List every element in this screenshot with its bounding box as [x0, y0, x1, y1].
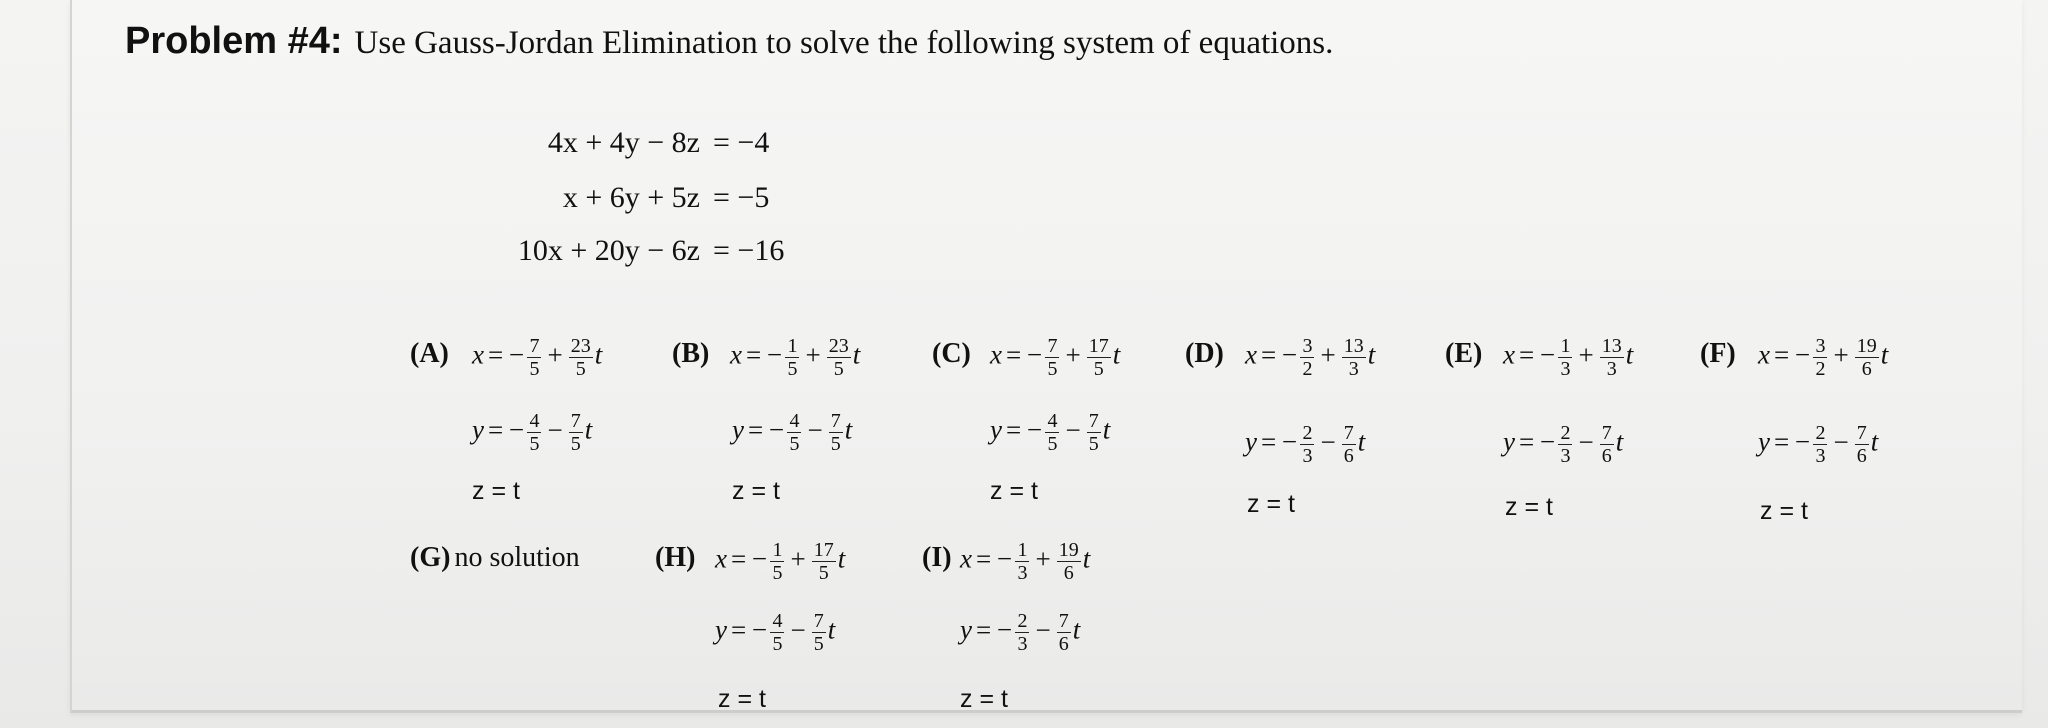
choice-D-label: (D): [1185, 338, 1224, 369]
choice-E-y-expression: y = − $\frac{2}{3}$ − $\frac{7}{6}$ t: [1503, 422, 1624, 467]
equation-1-lhs: 4x + 4y − 8z: [547, 126, 700, 159]
denominator: 2: [1815, 358, 1826, 380]
numerator: 2: [1302, 422, 1313, 444]
choice-C-label: (C): [932, 338, 971, 369]
denominator: 5: [813, 633, 824, 655]
operator: +: [805, 339, 821, 370]
choice-I-x-expression: x = − $\frac{1}{3}$ + $\frac{19}{6}$ t: [960, 539, 1091, 584]
operator: +: [1578, 339, 1594, 370]
choice-B-x-expression: x = − $\frac{1}{5}$ + $\frac{23}{5}$ t: [730, 335, 861, 380]
fraction: [1813, 423, 1827, 466]
fraction: [812, 611, 826, 654]
numerator: 4: [772, 610, 783, 632]
numerator: 1: [772, 539, 783, 561]
choice-G-label: (G): [410, 542, 451, 573]
denominator: 5: [529, 433, 540, 455]
numerator: 13: [1601, 335, 1622, 357]
choice-E-z-expression: z = t: [1505, 493, 1553, 521]
denominator: 5: [570, 433, 581, 455]
equation-3-lhs: 10x + 20y − 6z: [517, 234, 700, 267]
fraction: [1558, 423, 1572, 466]
fraction: [527, 411, 541, 454]
denominator: 3: [1302, 445, 1313, 467]
denominator: 6: [1861, 358, 1872, 380]
fraction: [1855, 423, 1869, 466]
choice-B-y-expression: y = − $\frac{4}{5}$ − $\frac{7}{5}$ t: [732, 410, 853, 455]
numerator: 3: [1302, 335, 1313, 357]
denominator: 5: [1047, 358, 1058, 380]
fraction: [1342, 423, 1356, 466]
fraction: [1087, 336, 1111, 379]
equation-3-rhs: = −16: [713, 234, 785, 267]
denominator: 5: [818, 562, 829, 584]
choice-B-z-expression: z = t: [732, 477, 780, 505]
denominator: 5: [529, 358, 540, 380]
numerator: 7: [1856, 422, 1867, 444]
fraction: [1057, 540, 1081, 583]
denominator: 5: [1088, 433, 1099, 455]
fraction: [1045, 411, 1059, 454]
fraction: [785, 336, 799, 379]
numerator: 23: [570, 335, 591, 357]
fraction: [1045, 336, 1059, 379]
fraction: [1600, 423, 1614, 466]
fraction: [527, 336, 541, 379]
numerator: 7: [1058, 610, 1069, 632]
denominator: 6: [1856, 445, 1867, 467]
choice-D-x-expression: x = − $\frac{3}{2}$ + $\frac{13}{3}$ t: [1245, 335, 1376, 380]
denominator: 5: [1093, 358, 1104, 380]
choice-D-y-expression: y = − $\frac{2}{3}$ − $\frac{7}{6}$ t: [1245, 422, 1366, 467]
numerator: 7: [570, 410, 581, 432]
fraction: [1015, 540, 1029, 583]
fraction: [1300, 336, 1314, 379]
choice-I-label: (I): [922, 542, 952, 573]
fraction: [569, 411, 583, 454]
numerator: 2: [1815, 422, 1826, 444]
denominator: 6: [1058, 633, 1069, 655]
choice-F-x-expression: x = − $\frac{3}{2}$ + $\frac{19}{6}$ t: [1758, 335, 1889, 380]
denominator: 5: [789, 433, 800, 455]
operator: +: [547, 339, 563, 370]
numerator: 7: [529, 335, 540, 357]
numerator: 1: [787, 335, 798, 357]
denominator: 5: [772, 562, 783, 584]
fraction: [1813, 336, 1827, 379]
fraction: [1300, 423, 1314, 466]
denominator: 2: [1302, 358, 1313, 380]
problem-title: [125, 20, 1333, 63]
choice-D-z-expression: z = t: [1247, 490, 1295, 518]
denominator: 3: [1348, 358, 1359, 380]
numerator: 4: [529, 410, 540, 432]
fraction: [812, 540, 836, 583]
choice-A-y-expression: y = − $\frac{4}{5}$ − $\frac{7}{5}$ t: [472, 410, 593, 455]
denominator: 3: [1560, 358, 1571, 380]
denominator: 5: [1047, 433, 1058, 455]
choice-F-y-expression: y = − $\frac{2}{3}$ − $\frac{7}{6}$ t: [1758, 422, 1879, 467]
equation-3: [300, 234, 700, 270]
fraction: [770, 540, 784, 583]
choice-F-z-expression: z = t: [1760, 497, 1808, 525]
problem-instruction: Use Gauss-Jordan Elimination to solve the following system of equations.: [354, 25, 1334, 61]
numerator: 7: [813, 610, 824, 632]
equation-2: [300, 181, 700, 217]
denominator: 6: [1601, 445, 1612, 467]
operator: +: [790, 543, 806, 574]
choice-A-x-expression: x = − $\frac{7}{5}$ + $\frac{23}{5}$ t: [472, 335, 603, 380]
denominator: 5: [772, 633, 783, 655]
equation-1-rhs: = −4: [713, 126, 770, 159]
choice-I-z-expression: z = t: [960, 685, 1008, 713]
numerator: 13: [1343, 335, 1364, 357]
choice-H-y-expression: y = − $\frac{4}{5}$ − $\frac{7}{5}$ t: [715, 610, 836, 655]
numerator: 7: [1088, 410, 1099, 432]
numerator: 17: [1088, 335, 1109, 357]
choice-C-x-expression: x = − $\frac{7}{5}$ + $\frac{17}{5}$ t: [990, 335, 1121, 380]
fraction: [569, 336, 593, 379]
fraction: [1087, 411, 1101, 454]
operator: +: [1065, 339, 1081, 370]
denominator: 3: [1017, 562, 1028, 584]
numerator: 23: [828, 335, 849, 357]
choice-C-z-expression: z = t: [990, 477, 1038, 505]
numerator: 1: [1017, 539, 1028, 561]
numerator: 7: [1343, 422, 1354, 444]
choice-C-y-expression: y = − $\frac{4}{5}$ − $\frac{7}{5}$ t: [990, 410, 1111, 455]
fraction: [770, 611, 784, 654]
denominator: 5: [787, 358, 798, 380]
choice-E-label: (E): [1445, 338, 1483, 369]
choice-I-y-expression: y = − $\frac{2}{3}$ − $\frac{7}{6}$ t: [960, 610, 1081, 655]
numerator: 4: [1047, 410, 1058, 432]
numerator: 7: [1601, 422, 1612, 444]
numerator: 19: [1058, 539, 1079, 561]
fraction: [787, 411, 801, 454]
numerator: 19: [1856, 335, 1877, 357]
numerator: 2: [1560, 422, 1571, 444]
denominator: 3: [1017, 633, 1028, 655]
denominator: 6: [1063, 562, 1074, 584]
choice-E-x-expression: x = − $\frac{1}{3}$ + $\frac{13}{3}$ t: [1503, 335, 1634, 380]
equation-2-rhs: = −5: [713, 181, 770, 214]
choice-G[interactable]: [410, 542, 580, 574]
choice-H-label: (H): [655, 542, 696, 573]
choice-A-z-expression: z = t: [472, 477, 520, 505]
numerator: 7: [830, 410, 841, 432]
fraction: [1855, 336, 1879, 379]
denominator: 5: [575, 358, 586, 380]
denominator: 3: [1606, 358, 1617, 380]
choice-G-text: no solution: [454, 542, 580, 573]
denominator: 5: [830, 433, 841, 455]
fraction: [1342, 336, 1366, 379]
fraction: [827, 336, 851, 379]
numerator: 7: [1047, 335, 1058, 357]
choice-H-x-expression: x = − $\frac{1}{5}$ + $\frac{17}{5}$ t: [715, 539, 846, 584]
choice-B-label: (B): [672, 338, 710, 369]
numerator: 3: [1815, 335, 1826, 357]
numerator: 4: [789, 410, 800, 432]
choice-F-label: (F): [1700, 338, 1736, 369]
equation-2-lhs: x + 6y + 5z: [562, 181, 700, 214]
denominator: 6: [1343, 445, 1354, 467]
fraction: [829, 411, 843, 454]
fraction: [1558, 336, 1572, 379]
operator: +: [1035, 543, 1051, 574]
operator: +: [1833, 339, 1849, 370]
choice-A-label: (A): [410, 338, 449, 369]
equation-1: [300, 126, 700, 162]
fraction: [1015, 611, 1029, 654]
operator: +: [1320, 339, 1336, 370]
denominator: 3: [1560, 445, 1571, 467]
numerator: 17: [813, 539, 834, 561]
denominator: 5: [833, 358, 844, 380]
choice-H-z-expression: z = t: [718, 685, 766, 713]
fraction: [1600, 336, 1624, 379]
numerator: 1: [1560, 335, 1571, 357]
denominator: 3: [1815, 445, 1826, 467]
fraction: [1057, 611, 1071, 654]
numerator: 2: [1017, 610, 1028, 632]
problem-heading: Problem #4:: [125, 20, 343, 62]
